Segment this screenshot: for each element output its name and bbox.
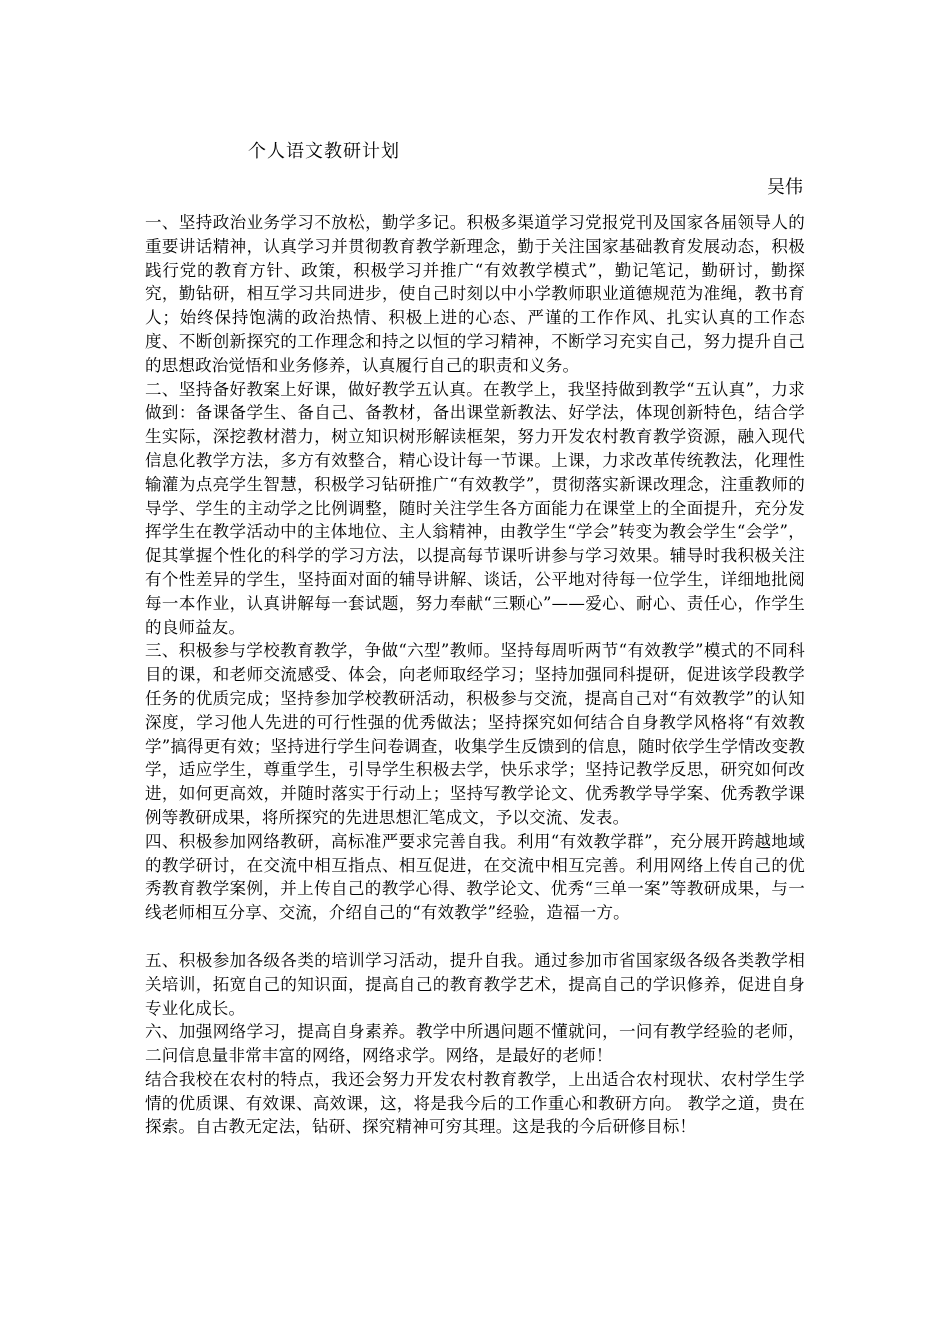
paragraph-6: 六、加强网络学习，提高自身素养。教学中所遇问题不懂就问，一问有教学经验的老师，二问信息量非常丰富的网络，网络求学。网络，是最好的老师！ [145,1022,805,1066]
document-title: 个人语文教研计划 [248,141,400,162]
paragraph-5: 五、积极参加各级各类的培训学习活动，提升自我。通过参加市省国家级各级各类教学相关培训，拓宽自己的知识面，提高自己的教育教学艺术，提高自己的学识修养，促进自身专业化成长。 [145,950,805,1018]
paragraph-7: 结合我校在农村的特点，我还会努力开发农村教育教学，上出适合农村现状、农村学生学情的优质课、有效课、高效课，这，将是我今后的工作重心和教研方向。 教学之道，贵在探索。自古教无定法，钻研、探究精神可穷其理。这是我的今后研修目标！ [145,1069,805,1137]
document-author: 吴伟 [767,177,803,198]
document-body [145,211,805,1139]
paragraph-2: 二、坚持备好教案上好课，做好教学五认真。在教学上，我坚持做到教学“五认真”，力求做到：备课备学生、备自己、备教材，备出课堂新教法、好学法，体现创新特色，结合学生实际，深挖教材潜力，树立知识树形解读框架，努力开发农村教育教学资源，融入现代信息化教学方法，多方有效整合，精心设计每一节课。上课，力求改革传统教法，化理性输灌为点亮学生智慧，积极学习钻研推广“有效教学”，贯彻落实新课改理念，注重教师的导学、学生的主动学之比例调整，随时关注学生各方面能力在课堂上的全面提升，充分发挥学生在教学活动中的主体地位、主人翁精神，由教学生“学会”转变为教会学生“会学”，促其掌握个性化的科学的学习方法，以提高每节课听讲参与学习效果。辅导时我积极关注有个性差异的学生，坚持面对面的辅导讲解、谈话，公平地对待每一位学生，详细地批阅每一本作业，认真讲解每一套试题，努力奉献“三颗心”——爱心、耐心、责任心，作学生的良师益友。 [145,379,805,637]
paragraph-1: 一、坚持政治业务学习不放松，勤学多记。积极多渠道学习党报党刊及国家各届领导人的重要讲话精神，认真学习并贯彻教育教学新理念，勤于关注国家基础教育发展动态，积极践行党的教育方针、政策，积极学习并推广“有效教学模式”，勤记笔记，勤研讨，勤探究，勤钻研，相互学习共同进步，使自己时刻以中小学教师职业道德规范为准绳，教书育人；始终保持饱满的政治热情、积极上进的心态、严谨的工作作风、扎实认真的工作态度、不断创新探究的工作理念和持之以恒的学习精神，不断学习充实自己，努力提升自己的思想政治觉悟和业务修养，认真履行自己的职责和义务。 [145,213,805,375]
paragraph-3: 三、积极参与学校教育教学，争做“六型”教师。坚持每周听两节“有效教学”模式的不同科目的课，和老师交流感受、体会，向老师取经学习；坚持加强同科提研，促进该学段教学任务的优质完成；坚持参加学校教研活动，积极参与交流，提高自己对“有效教学”的认知深度，学习他人先进的可行性强的优秀做法；坚持探究如何结合自身教学风格将“有效教学”搞得更有效；坚持进行学生问卷调查，收集学生反馈到的信息，随时依学生学情改变教学，适应学生，尊重学生，引导学生积极去学，快乐求学；坚持记教学反思，研究如何改进，如何更高效，并随时落实于行动上；坚持写教学论文、优秀教学导学案、优秀教学课例等教研成果，将所探究的先进思想汇笔成文，予以交流、发表。 [145,641,805,827]
paragraph-4: 四、积极参加网络教研，高标准严要求完善自我。利用“有效教学群”，充分展开跨越地域的教学研讨，在交流中相互指点、相互促进，在交流中相互完善。利用网络上传自己的优秀教育教学案例，并上传自己的教学心得、教学论文、优秀“三单一案”等教研成果，与一线老师相互分享、交流，介绍自己的“有效教学”经验，造福一方。 [145,831,805,923]
